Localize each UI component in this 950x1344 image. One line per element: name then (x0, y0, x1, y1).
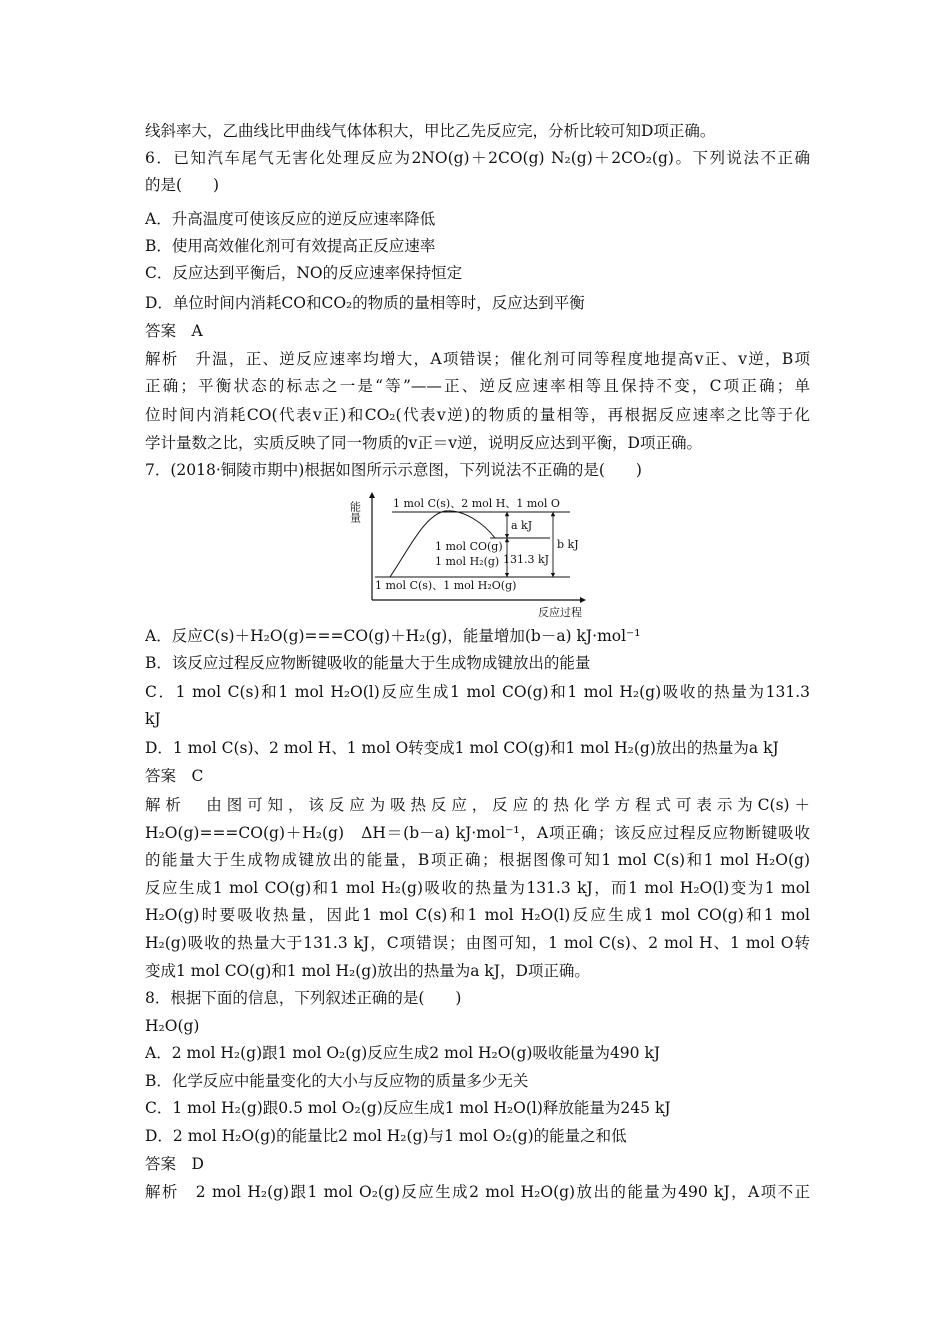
analysis-line: 学计量数之比，实质反映了同一物质的v正＝v逆，说明反应达到平衡，D项正确。 (145, 434, 702, 452)
delta-label: 131.3 kJ (503, 553, 550, 566)
option-b: B．使用高效催化剂可有效提高正反应速率 (145, 237, 436, 255)
answer: 答案 C (145, 767, 204, 785)
analysis-line: 解析 升温，正、逆反应速率均增大，A项错误；催化剂可同等程度地提高v正、v逆，B项 (145, 350, 810, 368)
answer: 答案 A (145, 322, 203, 340)
option-b: B．化学反应中能量变化的大小与反应物的质量多少无关 (145, 1072, 529, 1090)
option-c: C．反应达到平衡后，NO的反应速率保持恒定 (145, 264, 463, 282)
option-d: D．单位时间内消耗CO和CO₂的物质的量相等时，反应达到平衡 (145, 294, 585, 312)
option-c: C．1 mol C(s)和1 mol H₂O(l)反应生成1 mol CO(g)和1 mol H₂(g)吸收的热量为131.3 (145, 683, 810, 701)
b-label: b kJ (557, 538, 579, 551)
y-axis-label-1: 能量 (348, 501, 362, 523)
option-a: A．2 mol H₂(g)跟1 mol O₂(g)反应生成2 mol H₂O(g)吸收能量为490 kJ (145, 1044, 661, 1062)
text-line: H₂O(g) (145, 1017, 200, 1035)
analysis-line: H₂O(g)===CO(g)＋H₂(g) ΔH＝(b－a) kJ·mol⁻¹，A项正确；该反应过程反应物断键吸收 (145, 824, 810, 842)
option-b: B．该反应过程反应物断键吸收的能量大于生成物成键放出的能量 (145, 654, 591, 672)
answer: 答案 D (145, 1155, 204, 1173)
question-8-stem: 8．根据下面的信息，下列叙述正确的是( ) (145, 989, 462, 1007)
analysis-line: H₂O(g)时要吸收热量，因此1 mol C(s)和1 mol H₂O(l)反应生成1 mol CO(g)和1 mol (145, 906, 810, 924)
option-d: D．2 mol H₂O(g)的能量比2 mol H₂(g)与1 mol O₂(g)的能量之和低 (145, 1127, 627, 1145)
middle-level-label: 1 mol H₂(g) (435, 555, 500, 568)
text-line: 的是( ) (145, 176, 220, 194)
analysis-line: 位时间内消耗CO(代表v正)和CO₂(代表v逆)的物质的量相等，再根据反应速率之比等于化 (145, 406, 810, 424)
analysis-line: 的能量大于生成物成键放出的能量，B项正确；根据图像可知1 mol C(s)和1 mol H₂O(g) (145, 851, 810, 869)
option-a: A．反应C(s)＋H₂O(g)===CO(g)＋H₂(g)，能量增加(b－a) kJ·mol⁻¹ (145, 627, 641, 645)
analysis-line: 反应生成1 mol CO(g)和1 mol H₂(g)吸收的热量为131.3 kJ，而1 mol H₂O(l)变为1 mol (145, 879, 810, 897)
analysis-line: 解析 由图可知，该反应为吸热反应，反应的热化学方程式可表示为C(s)＋ (145, 796, 810, 814)
analysis-line: H₂(g)吸收的热量大于131.3 kJ，C项错误；由图可知，1 mol C(s)、2 mol H、1 mol O转 (145, 934, 810, 952)
analysis-line: 变成1 mol CO(g)和1 mol H₂(g)放出的热量为a kJ，D项正确。 (145, 962, 590, 980)
bottom-level-label: 1 mol C(s)、1 mol H₂O(g) (375, 579, 517, 592)
analysis-line: 正确；平衡状态的标志之一是“等”——正、逆反应速率相等且保持不变，C项正确；单 (145, 377, 810, 395)
option-a: A．升高温度可使该反应的逆反应速率降低 (145, 210, 436, 228)
analysis-line: 解析 2 mol H₂(g)跟1 mol O₂(g)反应生成2 mol H₂O(g)放出的能量为490 kJ，A项不正 (145, 1183, 810, 1201)
top-level-label: 1 mol C(s)、2 mol H、1 mol O (393, 497, 560, 510)
energy-diagram (345, 487, 595, 622)
question-6-stem: 6．已知汽车尾气无害化处理反应为2NO(g)＋2CO(g) N₂(g)＋2CO₂(g)。下列说法不正确 (145, 149, 810, 167)
a-label: a kJ (511, 519, 533, 532)
x-axis-label: 反应过程 (538, 606, 582, 619)
text-line: kJ (145, 710, 161, 728)
text-line: 线斜率大，乙曲线比甲曲线气体体积大，甲比乙先反应完，分析比较可知D项正确。 (145, 122, 716, 140)
option-c: C．1 mol H₂(g)跟0.5 mol O₂(g)反应生成1 mol H₂O(l)释放能量为245 kJ (145, 1099, 671, 1117)
middle-level-label: 1 mol CO(g) (435, 540, 503, 553)
question-7-stem: 7．(2018·铜陵市期中)根据如图所示示意图，下列说法不正确的是( ) (145, 461, 642, 479)
option-d: D．1 mol C(s)、2 mol H、1 mol O转变成1 mol CO(g)和1 mol H₂(g)放出的热量为a kJ (145, 739, 779, 757)
